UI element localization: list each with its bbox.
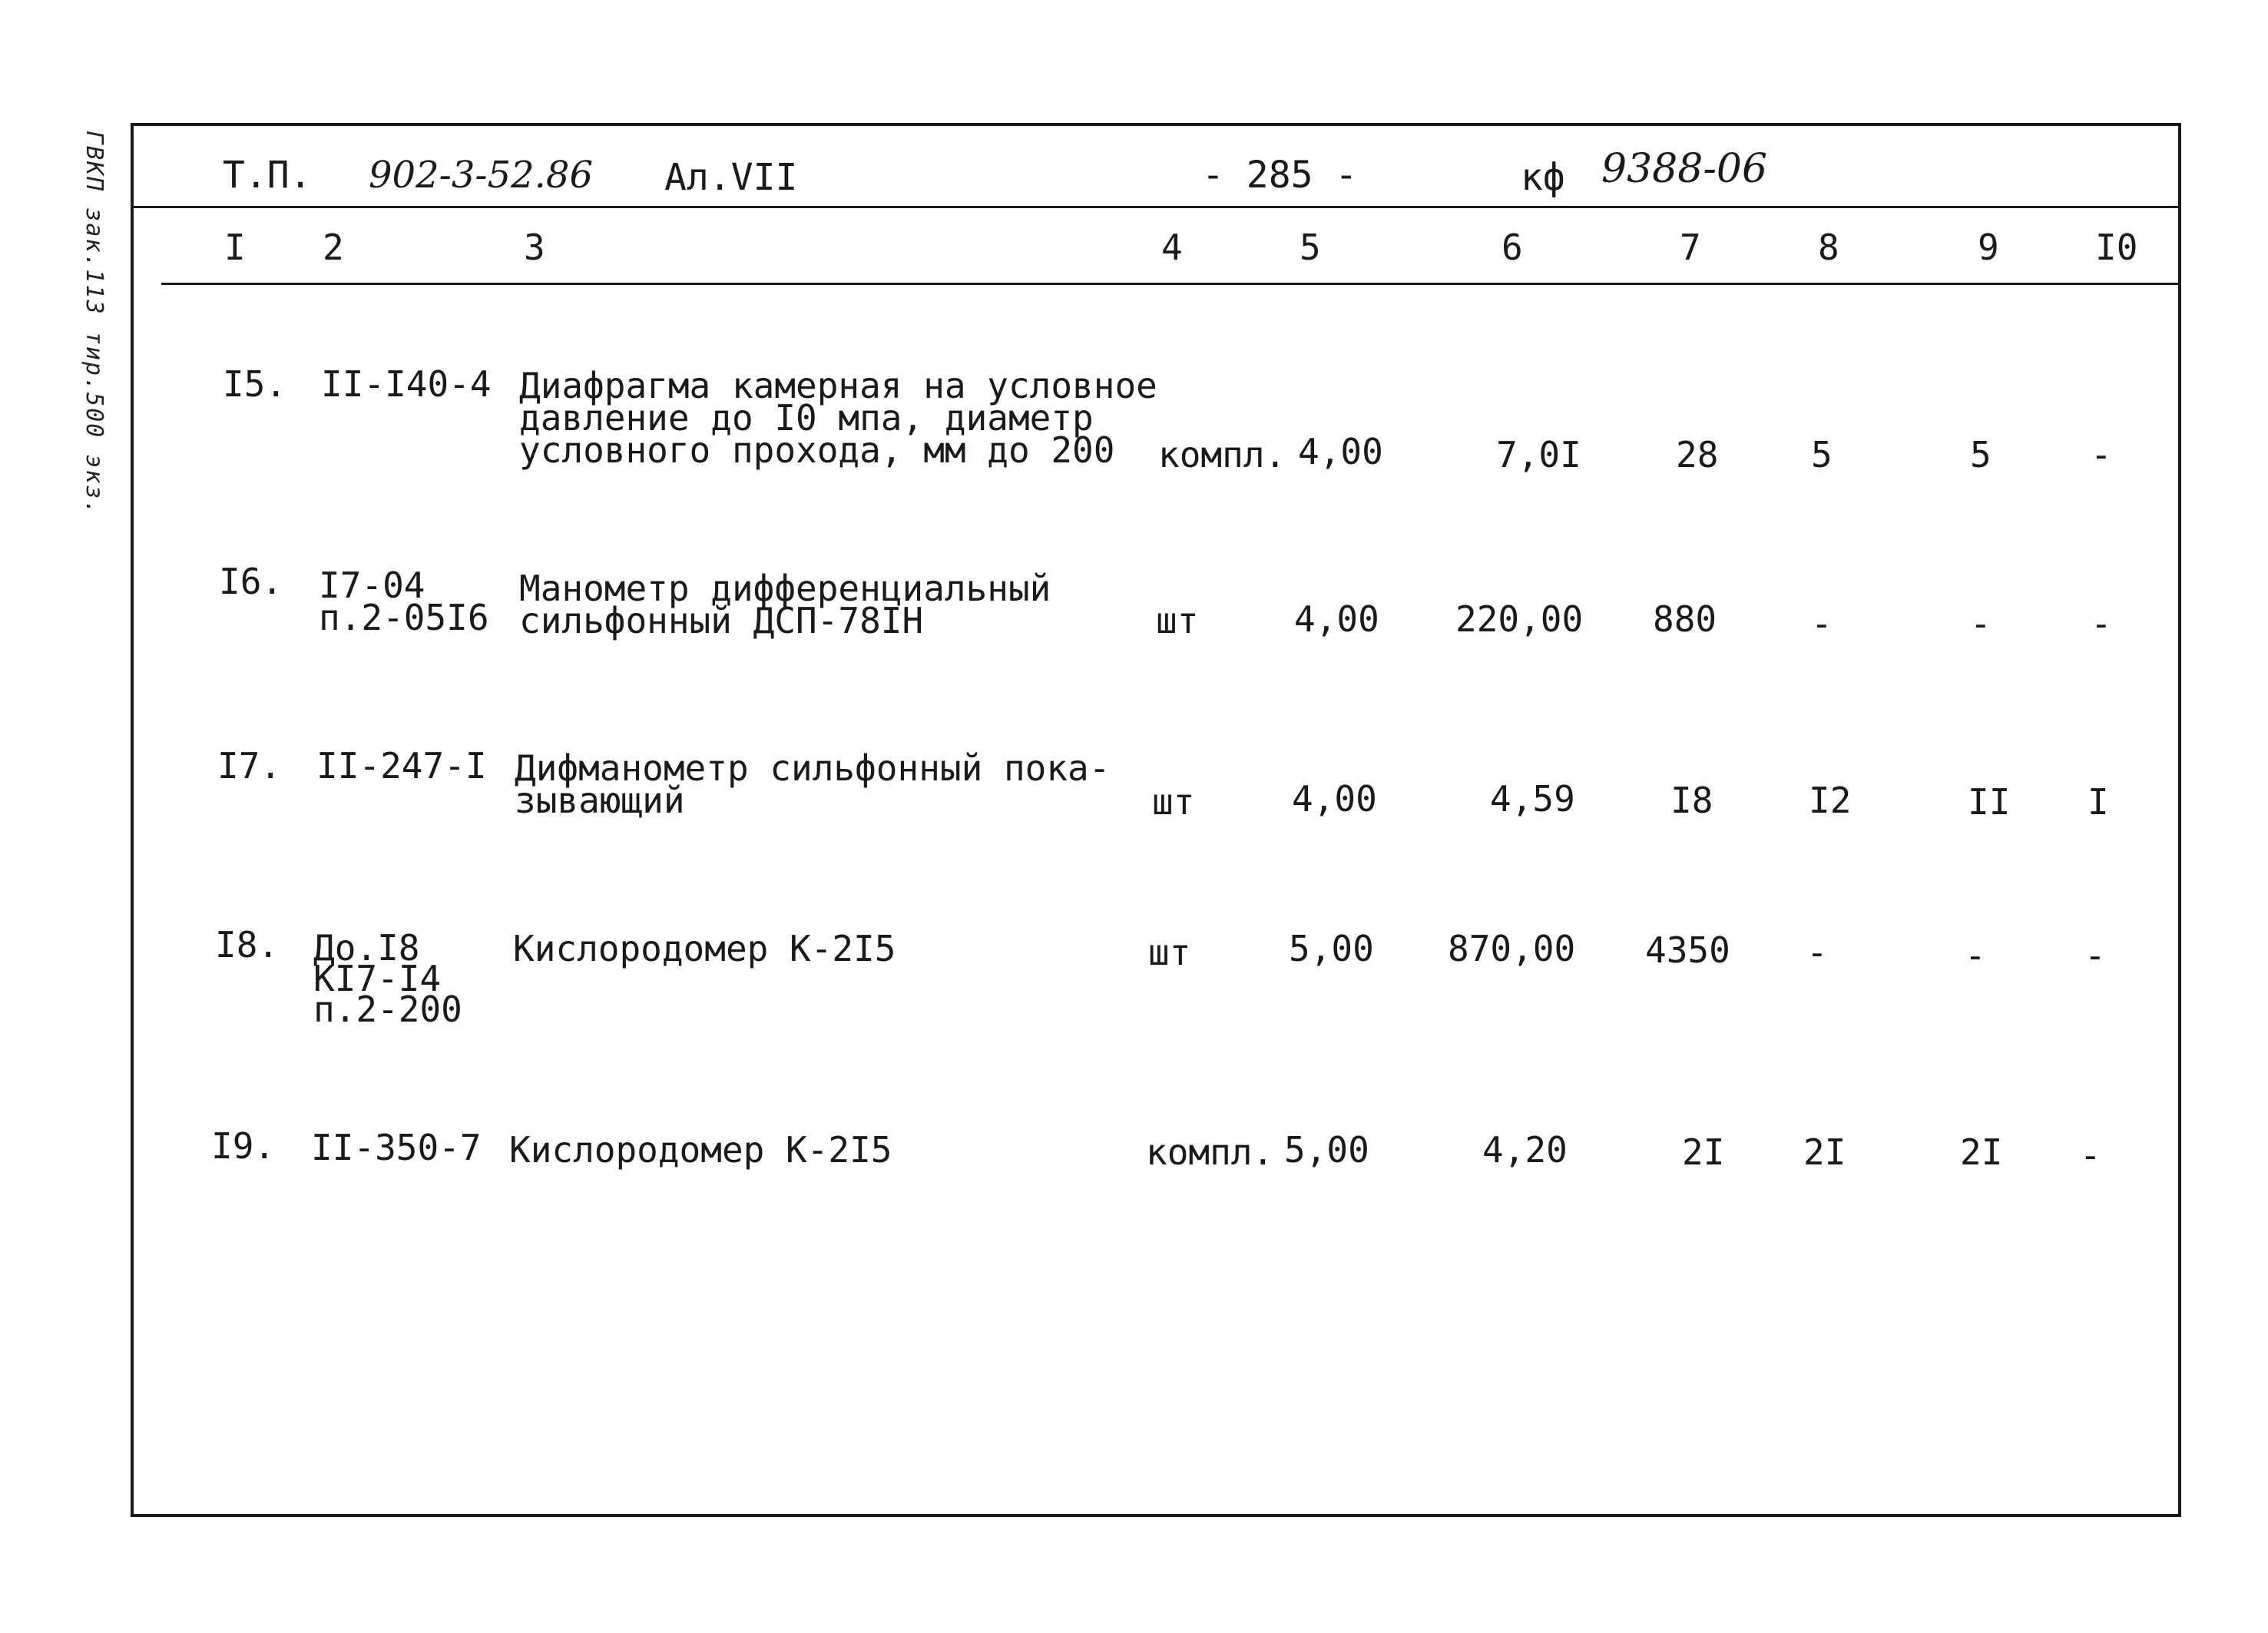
column-number: I0 xyxy=(2095,227,2138,268)
column-number: 3 xyxy=(524,227,545,268)
kf-number: 9388-06 xyxy=(1601,146,1768,192)
row-code: II-350-7 xyxy=(311,1127,482,1168)
row-name: Манометр дифференциальный xyxy=(519,568,1051,609)
row-price: 4,20 xyxy=(1482,1129,1568,1171)
row-col9: - xyxy=(1970,603,1992,644)
side-stamp: ГВКП зак.113 тир.500 экз. xyxy=(81,131,108,516)
row-number: I5. xyxy=(223,363,287,405)
row-col8: - xyxy=(1811,603,1833,644)
row-name: Кислородомер К-2I5 xyxy=(509,1129,892,1171)
row-name: зывающий xyxy=(515,780,685,821)
row-number: I9. xyxy=(211,1125,276,1167)
album-label: Ал.VII xyxy=(664,156,798,199)
row-code: п.2-05I6 xyxy=(319,597,489,638)
column-number: 7 xyxy=(1680,227,1701,268)
row-col9: II xyxy=(1968,781,2011,823)
row-col7: 880 xyxy=(1653,598,1717,640)
row-quantity: 5,00 xyxy=(1284,1129,1369,1171)
row-quantity: 5,00 xyxy=(1289,928,1374,969)
row-col10: - xyxy=(2080,1134,2101,1176)
column-number: 4 xyxy=(1161,227,1183,268)
header-divider xyxy=(131,206,2181,208)
row-name: Дифманометр сильфонный пока- xyxy=(515,747,1111,789)
row-unit: компл. xyxy=(1146,1131,1274,1173)
row-unit: шт xyxy=(1156,600,1199,641)
column-number: 9 xyxy=(1978,227,1999,268)
row-col9: 2I xyxy=(1960,1131,2003,1173)
row-price: 870,00 xyxy=(1448,928,1576,969)
row-quantity: 4,00 xyxy=(1292,778,1377,820)
row-col10: - xyxy=(2084,935,2106,976)
column-number: I xyxy=(224,227,246,268)
row-quantity: 4,00 xyxy=(1294,598,1379,640)
row-col9: - xyxy=(1965,935,1986,976)
column-header-divider xyxy=(161,283,2181,285)
row-col10: - xyxy=(2091,434,2112,475)
row-name: сильфонный ДСП-78IН xyxy=(519,600,924,641)
row-col8: - xyxy=(1806,932,1828,973)
row-col9: 5 xyxy=(1970,434,1992,475)
row-col8: I2 xyxy=(1809,780,1852,821)
row-col7: I8 xyxy=(1670,780,1713,821)
row-unit: шт xyxy=(1148,932,1191,973)
row-code: До.I8 xyxy=(313,927,420,969)
row-col7: 2I xyxy=(1682,1131,1725,1173)
column-number: 2 xyxy=(323,227,344,268)
row-name: давление до I0 мпа, диаметр xyxy=(519,397,1094,439)
row-name: Диафрагма камерная на условное xyxy=(519,365,1157,406)
row-code: II-I40-4 xyxy=(321,363,492,405)
row-col10: - xyxy=(2091,603,2112,644)
row-price: 220,00 xyxy=(1455,598,1584,640)
row-quantity: 4,00 xyxy=(1298,431,1383,472)
row-price: 7,0I xyxy=(1496,434,1581,475)
kf-label: кф xyxy=(1521,156,1565,199)
column-number: 6 xyxy=(1502,227,1523,268)
row-number: I6. xyxy=(219,561,283,602)
row-name: условного прохода, мм до 200 xyxy=(519,429,1115,471)
page-number: - 285 - xyxy=(1202,154,1358,197)
column-number: 5 xyxy=(1300,227,1321,268)
tp-number: 902-3-52.86 xyxy=(369,154,594,197)
row-code: II-247-I xyxy=(316,745,487,787)
column-number: 8 xyxy=(1818,227,1839,268)
row-col8: 2I xyxy=(1803,1131,1846,1173)
tp-label: Т.П. xyxy=(223,154,312,197)
row-code: I7-04 xyxy=(319,565,425,606)
row-unit: компл. xyxy=(1158,434,1286,475)
row-code: КI7-I4 xyxy=(313,958,442,999)
row-col7: 4350 xyxy=(1645,929,1730,971)
row-number: I8. xyxy=(215,924,280,966)
row-name: Кислородомер К-2I5 xyxy=(513,928,896,969)
row-price: 4,59 xyxy=(1490,778,1575,820)
row-col8: 5 xyxy=(1811,434,1833,475)
row-unit: шт xyxy=(1152,781,1195,823)
row-code: п.2-200 xyxy=(313,989,462,1030)
row-col7: 28 xyxy=(1676,434,1719,475)
row-number: I7. xyxy=(217,745,282,787)
row-col10: I xyxy=(2088,781,2109,823)
